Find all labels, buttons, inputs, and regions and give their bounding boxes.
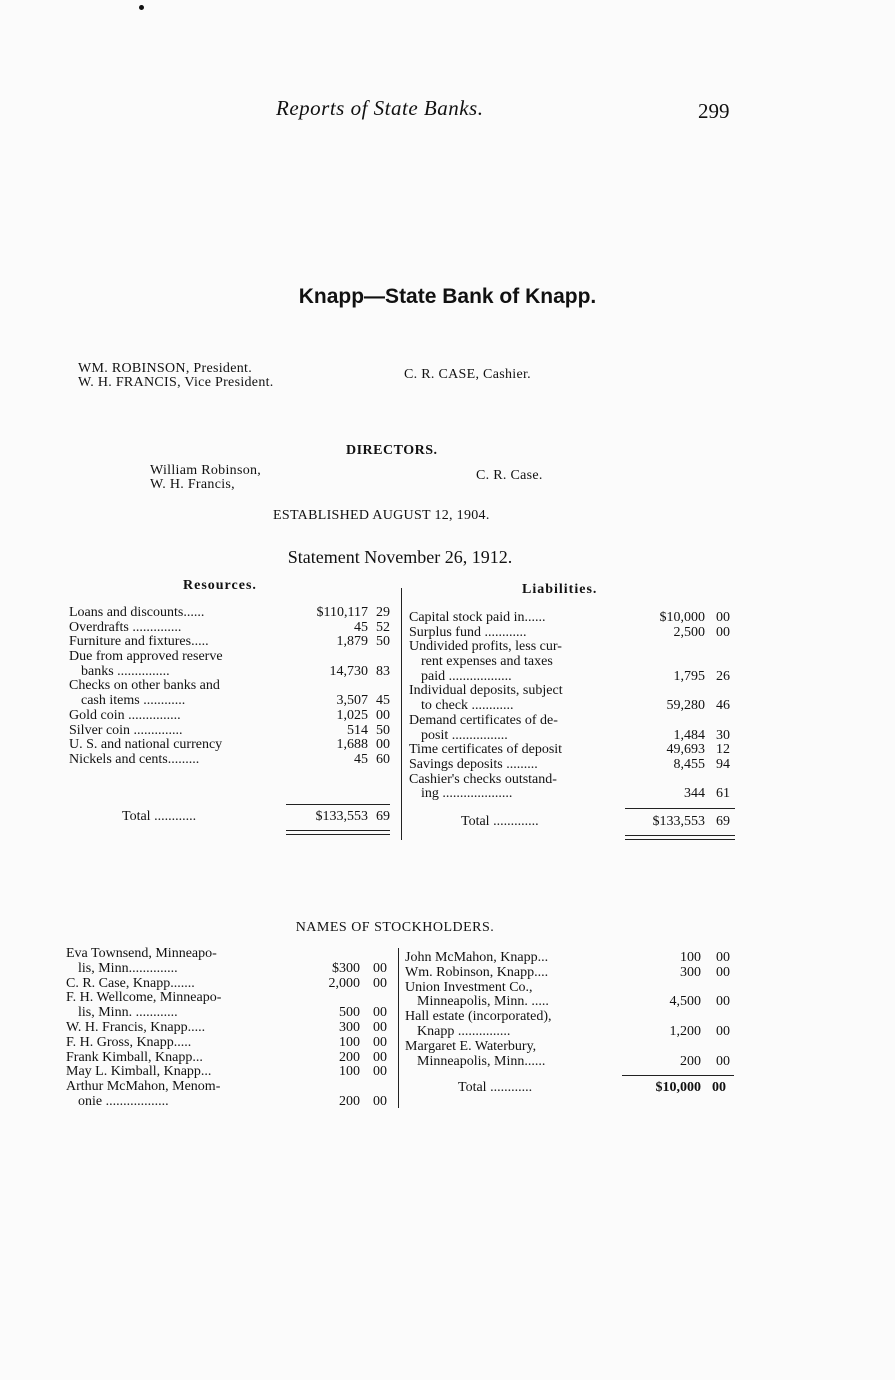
bank-title: Knapp—State Bank of Knapp. [298,285,597,308]
row-dollars: 1,795 [673,668,705,684]
row-dollars: 100 [339,1034,360,1050]
row-dollars: 59,280 [666,698,705,714]
table-row [409,670,739,685]
row-dollars: 200 [339,1049,360,1065]
row-cents: 00 [716,1023,730,1039]
row-cents: 52 [376,619,390,635]
row-cents: 00 [373,1034,387,1050]
row-dollars: 300 [339,1019,360,1035]
column-divider [398,948,399,1108]
rule [286,804,390,805]
resources-total-row [69,810,399,825]
row-dollars: 45 [354,751,368,767]
row-label: Individual deposits, subject [409,683,563,699]
row-label: Undivided profits, less cur- [409,639,562,655]
table-row [69,724,399,739]
row-cents: 00 [373,975,387,991]
row-label: Silver coin .............. [69,722,183,738]
table-row [66,1051,396,1066]
established-date: ESTABLISHED AUGUST 12, 1904. [273,508,490,523]
row-dollars: 500 [339,1005,360,1021]
table-row [409,626,739,641]
table-row [409,640,739,655]
table-row [66,991,396,1006]
total-dollars: $133,553 [315,809,368,824]
row-label: Nickels and cents......... [69,751,200,767]
table-row [405,1025,735,1040]
row-label: ing .................... [421,786,513,802]
table-row [69,694,399,709]
row-label: Time certificates of deposit [409,742,563,758]
resources-heading: Resources. [183,578,257,593]
row-cents: 00 [373,1019,387,1035]
stockholders-right-table [405,951,735,1069]
row-label: May L. Kimball, Knapp... [66,1064,212,1080]
total-cents: 69 [376,809,390,824]
row-dollars: 1,484 [673,727,705,743]
row-label: onie .................. [78,1093,169,1109]
table-row [66,1095,396,1110]
row-cents: 00 [373,960,387,976]
row-cents: 94 [716,756,730,772]
row-label: F. H. Gross, Knapp..... [66,1034,192,1050]
row-label: Eva Townsend, Minneapo- [66,946,217,961]
table-row [409,699,739,714]
row-dollars: 14,730 [329,663,368,679]
row-label: banks ............... [81,663,170,679]
rule [625,808,735,809]
row-label: Hall estate (incorporated), [405,1009,552,1025]
row-cents: 00 [716,624,730,640]
row-label: paid .................. [421,668,512,684]
table-row [66,977,396,992]
row-cents: 00 [373,1049,387,1065]
row-label: Demand certificates of de- [409,712,558,728]
row-cents: 60 [376,751,390,767]
row-dollars: 1,025 [336,707,368,723]
row-cents: 00 [373,1093,387,1109]
row-cents: 45 [376,693,390,709]
row-cents: 00 [716,950,730,965]
table-row [69,665,399,680]
table-row [405,1055,735,1070]
table-row [405,966,735,981]
table-row [409,714,739,729]
row-dollars: 300 [680,964,701,980]
row-label: Overdrafts .............. [69,619,182,635]
row-dollars: 1,879 [336,634,368,650]
stockholders-left-table [66,947,396,1110]
total-label: Total ............ [122,809,197,824]
row-label: Cashier's checks outstand- [409,771,557,787]
total-label: Total ............ [458,1080,533,1095]
row-label: Due from approved reserve [69,649,223,665]
table-row [69,753,399,768]
row-dollars: 514 [347,722,368,738]
table-row [66,1036,396,1051]
row-dollars: 49,693 [666,742,705,758]
directors-heading: DIRECTORS. [346,443,438,458]
row-dollars: 8,455 [673,756,705,772]
row-label: Frank Kimball, Knapp... [66,1049,203,1065]
officer-cashier: C. R. CASE, Cashier. [404,367,531,382]
liabilities-total-row [409,815,739,830]
stockholders-heading: NAMES OF STOCKHOLDERS. [295,920,495,935]
row-dollars: 1,200 [669,1023,701,1039]
row-cents: 00 [376,707,390,723]
row-dollars: $110,117 [316,605,368,620]
row-label: F. H. Wellcome, Minneapo- [66,990,222,1006]
row-cents: 61 [716,786,730,802]
liabilities-table [409,611,739,802]
row-label: Minneapolis, Minn. ..... [417,994,549,1010]
row-cents: 26 [716,668,730,684]
row-label: rent expenses and taxes [421,654,553,670]
officer-vice-president: W. H. FRANCIS, Vice President. [78,375,274,390]
double-rule [625,835,735,840]
table-row [409,655,739,670]
row-label: C. R. Case, Knapp....... [66,975,195,991]
ink-dot [139,5,144,10]
table-row [405,1010,735,1025]
row-label: Margaret E. Waterbury, [405,1038,537,1054]
table-row [66,1065,396,1080]
table-row [66,1021,396,1036]
row-cents: 50 [376,722,390,738]
row-label: Arthur McMahon, Menom- [66,1079,221,1095]
table-row [69,635,399,650]
row-label: Union Investment Co., [405,979,533,995]
table-row [409,773,739,788]
row-label: Loans and discounts...... [69,605,205,620]
row-dollars: 200 [680,1053,701,1069]
row-dollars: 344 [684,786,705,802]
director-name: W. H. Francis, [150,477,235,492]
row-dollars: 200 [339,1093,360,1109]
row-label: Furniture and fixtures..... [69,634,209,650]
row-label: Checks on other banks and [69,678,220,694]
row-label: Gold coin ............... [69,707,181,723]
director-name: C. R. Case. [476,468,543,483]
row-dollars: 100 [680,950,701,965]
row-label: W. H. Francis, Knapp..... [66,1019,206,1035]
row-cents: 29 [376,605,390,620]
row-dollars: 3,507 [336,693,368,709]
table-row [69,621,399,636]
table-row [409,729,739,744]
liabilities-heading: Liabilities. [522,582,598,597]
row-label: Capital stock paid in...... [409,610,546,625]
row-cents: 46 [716,698,730,714]
row-dollars: 2,000 [328,975,360,991]
table-row [69,738,399,753]
row-cents: 00 [376,737,390,753]
row-label: lis, Minn. ............ [78,1005,178,1021]
row-dollars: $300 [332,960,360,976]
total-dollars: $10,000 [655,1080,701,1095]
total-label: Total ............. [461,814,539,829]
table-row [405,1040,735,1055]
row-dollars: $10,000 [659,610,705,625]
row-cents: 00 [373,1064,387,1080]
row-dollars: 2,500 [673,624,705,640]
table-row [69,606,399,621]
row-cents: 00 [716,610,730,625]
statement-title: Statement November 26, 1912. [287,547,513,567]
row-label: Savings deposits ......... [409,756,538,772]
row-label: U. S. and national currency [69,737,223,753]
table-row [405,981,735,996]
table-row [405,995,735,1010]
table-row [409,743,739,758]
row-cents: 50 [376,634,390,650]
page-number: 299 [698,99,730,123]
director-name: William Robinson, [150,463,262,478]
row-cents: 30 [716,727,730,743]
row-cents: 12 [716,742,730,758]
row-label: Minneapolis, Minn...... [417,1053,546,1069]
row-dollars: 45 [354,619,368,635]
table-row [69,650,399,665]
table-row [409,787,739,802]
row-cents: 00 [716,994,730,1010]
stockholders-total-row [405,1081,735,1096]
table-row [409,611,739,626]
row-label: John McMahon, Knapp... [405,950,549,965]
rule [622,1075,734,1076]
row-dollars: 100 [339,1064,360,1080]
row-label: posit ................ [421,727,508,743]
table-row [66,947,396,962]
double-rule [286,830,390,835]
row-label: Wm. Robinson, Knapp.... [405,964,549,980]
table-row [405,951,735,966]
row-cents: 00 [716,964,730,980]
row-dollars: 4,500 [669,994,701,1010]
table-row [69,679,399,694]
table-row [69,709,399,724]
total-cents: 69 [716,814,730,829]
column-divider [401,588,402,840]
table-row [409,758,739,773]
officer-president: WM. ROBINSON, President. [78,361,253,376]
row-label: lis, Minn.............. [78,960,178,976]
total-dollars: $133,553 [652,814,705,829]
table-row [409,684,739,699]
row-cents: 83 [376,663,390,679]
total-cents: 00 [712,1080,726,1095]
row-cents: 00 [373,1005,387,1021]
table-row [66,1006,396,1021]
table-row [66,1080,396,1095]
row-label: cash items ............ [81,693,186,709]
row-label: Surplus fund ............ [409,624,527,640]
row-dollars: 1,688 [336,737,368,753]
running-header-title: Reports of State Banks. [276,96,484,120]
row-cents: 00 [716,1053,730,1069]
row-label: Knapp ............... [417,1023,511,1039]
resources-table [69,606,399,768]
row-label: to check ............ [421,698,514,714]
table-row [66,962,396,977]
